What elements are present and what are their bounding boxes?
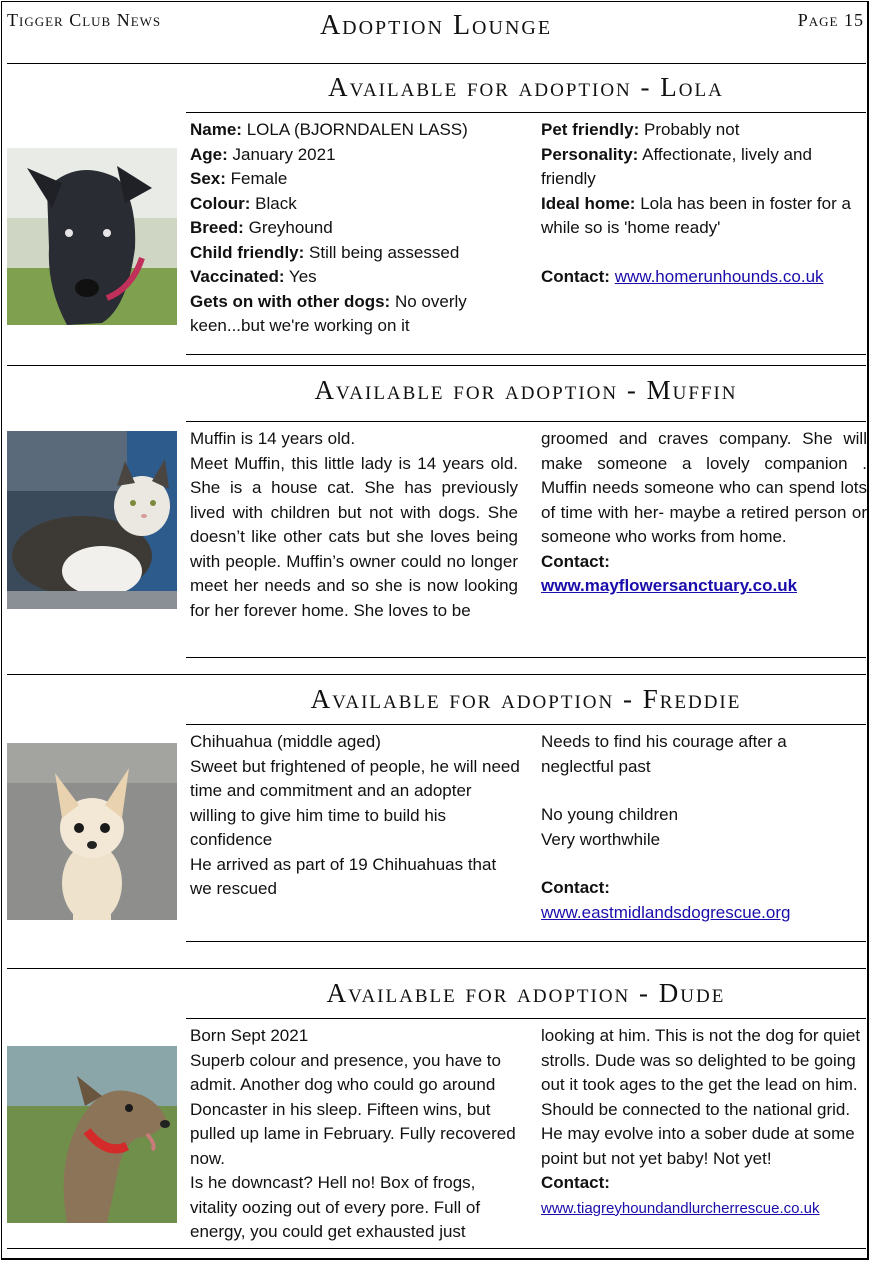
lola-contact: Contact: www.homerunhounds.co.uk bbox=[541, 266, 824, 286]
page-number: Page 15 bbox=[797, 10, 864, 30]
dude-description-right bbox=[541, 1024, 863, 1221]
muffin-body-cont: groomed and craves company. She will make someone a lovely companion . Muffin needs someone who can spend lots of time with her- maybe a retired person or someone who works from home. bbox=[541, 429, 867, 546]
rule bbox=[186, 112, 866, 113]
section-title-dude: Available for adoption - Dude bbox=[326, 978, 726, 1008]
lola-ideal-home: Ideal home: Lola has been in foster for a while so is 'home ready' bbox=[541, 193, 851, 237]
section-title-freddie: Available for adoption - Freddie bbox=[310, 684, 742, 714]
lola-name: Name: LOLA (BJORNDALEN LASS) bbox=[190, 120, 468, 139]
dude-presence: Superb colour and presence, you have to admit. Another dog who could go around Doncaster in his sleep. Fifteen wins, but pulled up lame in February. Fully recovered now. bbox=[190, 1050, 516, 1168]
muffin-age: Muffin is 14 years old. bbox=[190, 429, 356, 448]
muffin-contact bbox=[541, 574, 867, 599]
dude-born: Born Sept 2021 bbox=[190, 1026, 309, 1045]
lola-other-dogs: Gets on with other dogs: No overly keen...but we're working on it bbox=[190, 291, 467, 335]
dude-energy: Is he downcast? Hell no! Box of frogs, vitality oozing out of every pore. Full of energy, you could get exhausted just bbox=[190, 1173, 481, 1241]
rule bbox=[186, 421, 866, 422]
dude-contact-label: Contact: bbox=[541, 1173, 610, 1192]
freddie-description-right bbox=[541, 730, 863, 925]
muffin-description-left bbox=[190, 427, 518, 623]
section-title-muffin: Available for adoption - Muffin bbox=[314, 375, 738, 405]
rule bbox=[186, 1018, 866, 1019]
freddie-contact-label: Contact: bbox=[541, 878, 610, 897]
lola-details-left bbox=[190, 118, 520, 339]
dude-contact bbox=[541, 1196, 863, 1222]
lola-contact-link[interactable]: www.homerunhounds.co.uk bbox=[614, 266, 824, 286]
lola-colour: Colour: Black bbox=[190, 193, 297, 213]
rule bbox=[186, 354, 866, 355]
lola-personality: Personality: Affectionate, lively and friendly bbox=[541, 144, 812, 188]
freddie-worthwhile: Very worthwhile bbox=[541, 829, 661, 849]
freddie-breed: Chihuahua (middle aged) bbox=[190, 732, 381, 751]
section-divider bbox=[7, 674, 866, 675]
rule bbox=[186, 941, 866, 942]
dude-future: He may evolve into a sober dude at some point but not yet baby! Not yet! bbox=[541, 1124, 855, 1168]
dude-description-left bbox=[190, 1024, 520, 1245]
photo-lola bbox=[7, 148, 177, 325]
lola-vaccinated: Vaccinated: Yes bbox=[190, 267, 317, 286]
newsletter-name: Tigger Club News bbox=[7, 10, 162, 30]
muffin-contact-label: Contact: bbox=[541, 551, 610, 571]
lola-pet-friendly: Pet friendly: Probably not bbox=[541, 120, 740, 139]
photo-dude bbox=[7, 1046, 177, 1223]
freddie-contact bbox=[541, 901, 863, 926]
lola-details-right bbox=[541, 118, 863, 289]
section-divider bbox=[7, 365, 866, 366]
bottom-rule bbox=[7, 1248, 866, 1249]
freddie-description-left bbox=[190, 730, 520, 902]
lola-age: Age: January 2021 bbox=[190, 144, 336, 164]
section-title-lola: Available for adoption - Lola bbox=[328, 72, 724, 102]
freddie-temperament: Sweet but frightened of people, he will need time and commitment and an adopter willing to give him time to build his confidence bbox=[190, 756, 520, 849]
header-rule bbox=[7, 63, 866, 64]
photo-freddie bbox=[7, 743, 177, 920]
dude-contact-link[interactable]: www.tiagreyhoundandlurcherrescue.co.uk bbox=[541, 1199, 820, 1217]
rule bbox=[186, 657, 866, 658]
lola-breed: Breed: Greyhound bbox=[190, 218, 333, 237]
photo-muffin bbox=[7, 431, 177, 609]
muffin-contact-link[interactable]: www.mayflowersanctuary.co.uk bbox=[541, 576, 798, 595]
muffin-description-right bbox=[541, 427, 867, 599]
muffin-body: Meet Muffin, this little lady is 14 years old. She is a house cat. She has previously lived with children but not with dogs. She doesn’t like other cats but she loves being with people. Muffin’s owner could no longer meet her needs and so she is now looking for her forever home. She loves to be bbox=[190, 453, 518, 620]
section-divider bbox=[7, 968, 866, 969]
rule bbox=[186, 724, 866, 725]
freddie-contact-link[interactable]: www.eastmidlandsdogrescue.org bbox=[541, 902, 791, 922]
dude-temperament: looking at him. This is not the dog for quiet strolls. Dude was so delighted to be going out it took ages to the get the lead on him. Should be connected to the national grid. bbox=[541, 1026, 861, 1119]
page-title: Adoption Lounge bbox=[319, 10, 553, 41]
lola-sex: Sex: Female bbox=[190, 169, 288, 188]
freddie-no-children: No young children bbox=[541, 805, 679, 824]
freddie-needs: Needs to find his courage after a neglectful past bbox=[541, 732, 787, 776]
lola-child-friendly: Child friendly: Still being assessed bbox=[190, 242, 460, 262]
freddie-history: He arrived as part of 19 Chihuahuas that we rescued bbox=[190, 854, 497, 898]
